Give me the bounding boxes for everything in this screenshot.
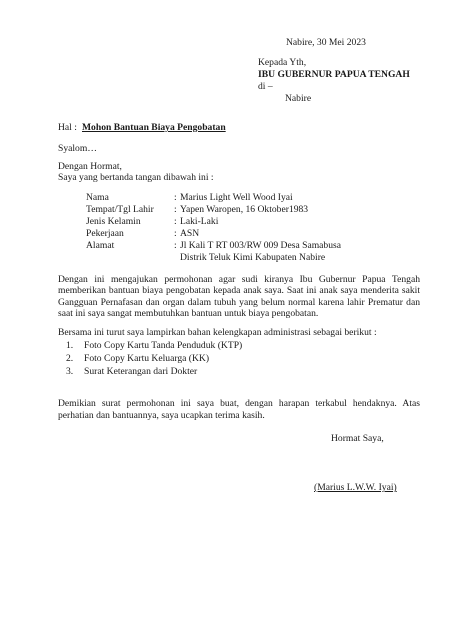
identity-value: Jl Kali T RT 003/RW 009 Desa Samabusa: [180, 240, 342, 251]
attachments-intro: Bersama ini turut saya lampirkan bahan kelengkapan administrasi sebagai berikut :: [58, 327, 377, 338]
identity-value: Marius Light Well Wood Iyai: [180, 192, 293, 203]
identity-colon: :: [174, 192, 177, 203]
identity-row: [86, 204, 426, 216]
signoff: Hormat Saya,: [331, 433, 384, 444]
opening-salutation: Dengan Hormat,: [58, 161, 122, 172]
list-number: 1.: [66, 340, 74, 351]
identity-value: ASN: [180, 228, 200, 239]
recipient-name: IBU GUBERNUR PAPUA TENGAH: [258, 69, 410, 80]
signature-name: (Marius L.W.W. Iyai): [314, 482, 397, 493]
identity-key: Tempat/Tgl Lahir: [86, 204, 154, 215]
identity-key: Jenis Kelamin: [86, 216, 141, 227]
body-paragraph: Dengan ini mengajukan permohonan agar sudi kiranya Ibu Gubernur Papua Tengah memberikan bantuan biaya pengobatan kepada anak saya. Saat ini anak saya menderita sakit Gangguan Pernafasan dan organ dalam tubuh yang belum normal karena lahir Prematur dan saat ini saya sangat membutuhkan bantuan untuk biaya pengobatan.: [58, 274, 420, 320]
list-number: 3.: [66, 366, 74, 377]
place-date: Nabire, 30 Mei 2023: [286, 37, 366, 48]
identity-row: [86, 240, 426, 252]
address-line-2: Distrik Teluk Kimi Kabupaten Nabire: [180, 252, 326, 263]
recipient-di: di –: [258, 81, 273, 92]
subject-label: Hal :: [58, 122, 77, 133]
list-number: 2.: [66, 353, 74, 364]
identity-row: [86, 192, 426, 204]
list-text: Surat Keterangan dari Dokter: [84, 366, 198, 377]
identity-row: [86, 216, 426, 228]
recipient-greeting: Kepada Yth,: [258, 57, 307, 68]
identity-colon: :: [174, 216, 177, 227]
identity-value: Laki-Laki: [180, 216, 219, 227]
identity-row: [86, 228, 426, 240]
list-text: Foto Copy Kartu Keluarga (KK): [84, 353, 210, 364]
list-text: Foto Copy Kartu Tanda Penduduk (KTP): [84, 340, 243, 351]
closing-paragraph: Demikian surat permohonan ini saya buat, dengan harapan terkabul hendaknya. Atas perhatian dan bantuannya, saya ucapkan terima kasih.: [58, 398, 420, 421]
identity-key: Nama: [86, 192, 109, 203]
identity-value: Yapen Waropen, 16 Oktober1983: [180, 204, 309, 215]
identity-key: Pekerjaan: [86, 228, 124, 239]
recipient-city: Nabire: [285, 93, 312, 104]
identity-colon: :: [174, 228, 177, 239]
opening-statement: Saya yang bertanda tangan dibawah ini :: [58, 172, 214, 183]
identity-row-continuation: [86, 252, 426, 264]
identity-colon: :: [174, 240, 177, 251]
identity-key: Alamat: [86, 240, 115, 251]
identity-colon: :: [174, 204, 177, 215]
greeting: Syalom…: [58, 143, 97, 154]
subject-text: Mohon Bantuan Biaya Pengobatan: [82, 122, 226, 133]
